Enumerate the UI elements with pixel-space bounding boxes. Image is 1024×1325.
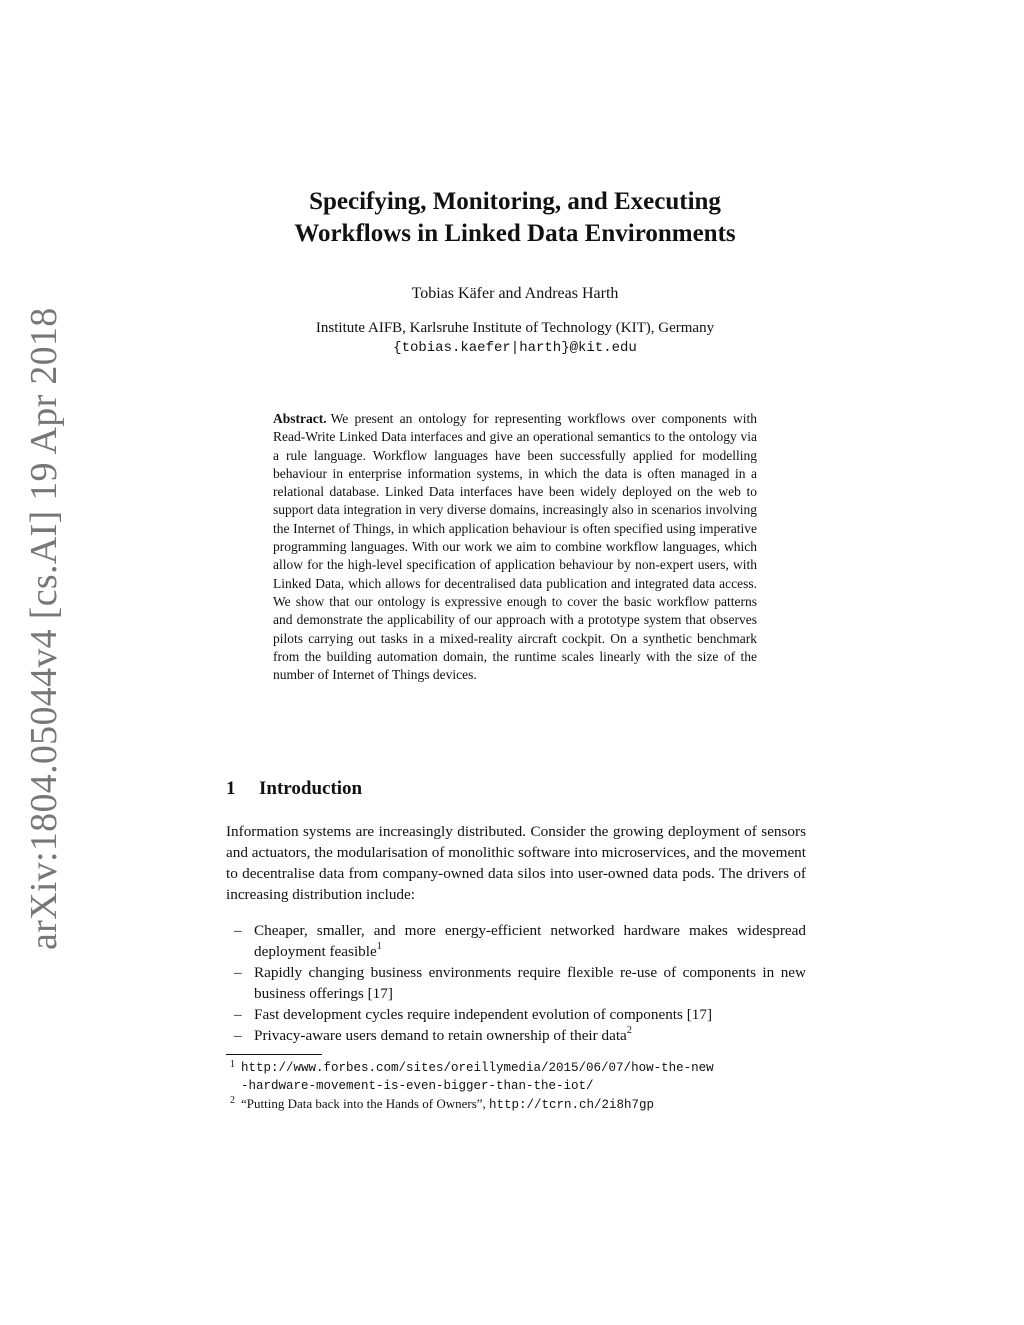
bullet-dash: – [234, 964, 242, 981]
bullet-dash: – [234, 1006, 242, 1023]
footnote-ref-2[interactable]: 2 [626, 1024, 632, 1036]
abstract [273, 410, 757, 684]
paper-title [200, 186, 830, 250]
footnote-text: “Putting Data back into the Hands of Owners”, [241, 1096, 486, 1111]
list-item [226, 920, 806, 962]
footnote-number: 1 [230, 1059, 235, 1070]
arxiv-identifier-stamp: arXiv:1804.05044v4 [cs.AI] 19 Apr 2018 [23, 307, 65, 950]
list-item-text: Rapidly changing business environments require flexible re-use of components in new business offerings [17] [254, 964, 806, 1002]
footnotes [226, 1059, 826, 1114]
list-item-text: Fast development cycles require independent evolution of components [17] [254, 1006, 713, 1023]
footnote-2 [226, 1095, 826, 1114]
section-number: 1 [226, 778, 236, 799]
author-affiliation: Institute AIFB, Karlsruhe Institute of Technology (KIT), Germany [315, 320, 715, 336]
list-item [226, 1025, 806, 1046]
bullet-dash: – [234, 1027, 242, 1044]
list-item-text: Privacy-aware users demand to retain ownership of their data [254, 1027, 627, 1044]
list-item-text: Cheaper, smaller, and more energy-efficient networked hardware makes widespread deployment feasible [254, 922, 806, 960]
list-item [226, 962, 806, 1004]
section-heading-introduction [226, 776, 362, 802]
footnote-number: 2 [230, 1095, 235, 1106]
list-item [226, 1004, 806, 1025]
footnote-ref-1[interactable]: 1 [376, 940, 382, 952]
bullet-dash: – [234, 922, 242, 939]
abstract-label: Abstract. [273, 411, 327, 426]
footnote-1 [226, 1059, 826, 1095]
abstract-text: We present an ontology for representing workflows over components with Read-Write Linked Data interfaces and give an operational semantics to the ontology via a rule language. Workflow languages have been successfully applied for modelling behaviour in enterprise information systems, in which the data is often managed in a relational database. Linked Data interfaces have been widely deployed on the web to support data integration in very diverse domains, increasingly also in scenarios involving the Internet of Things, in which application behaviour is often specified using imperative programming languages. With our work we aim to combine workflow languages, which allow for the high-level specification of application behaviour by non-expert users, with Linked Data, which allows for decentralised data publication and integrated data access. We show that our ontology is expressive enough to cover the basic workflow patterns and demonstrate the applicability of our approach with a prototype system that observes pilots carrying out tasks in a mixed-reality aircraft cockpit. On a synthetic benchmark from the building automation domain, the runtime scales linearly with the size of the number of Internet of Things devices. [273, 411, 757, 683]
title-line-1: Specifying, Monitoring, and Executing [309, 188, 721, 215]
introduction-paragraph: Information systems are increasingly distributed. Consider the growing deployment of sensors and actuators, the modularisation of monolithic software into microservices, and the movement to decentralise data from company-owned data silos into user-owned data pods. The drivers of increasing distribution include: [226, 823, 806, 903]
author-list: Tobias Käfer and Andreas Harth [411, 285, 619, 302]
footnote-url[interactable]: http://tcrn.ch/2i8h7gp [489, 1098, 655, 1112]
footnote-url-part-1[interactable]: http://www.forbes.com/sites/oreillymedia/2015/06/07/how-the-new [241, 1061, 714, 1075]
author-email: {tobias.kaefer|harth}@kit.edu [393, 340, 637, 356]
footnote-url-part-2[interactable]: -hardware-movement-is-even-bigger-than-the-iot/ [241, 1079, 594, 1093]
distribution-drivers-list [226, 920, 806, 1046]
section-title: Introduction [259, 778, 363, 799]
footnote-divider [226, 1054, 322, 1055]
title-line-2: Workflows in Linked Data Environments [294, 220, 736, 247]
